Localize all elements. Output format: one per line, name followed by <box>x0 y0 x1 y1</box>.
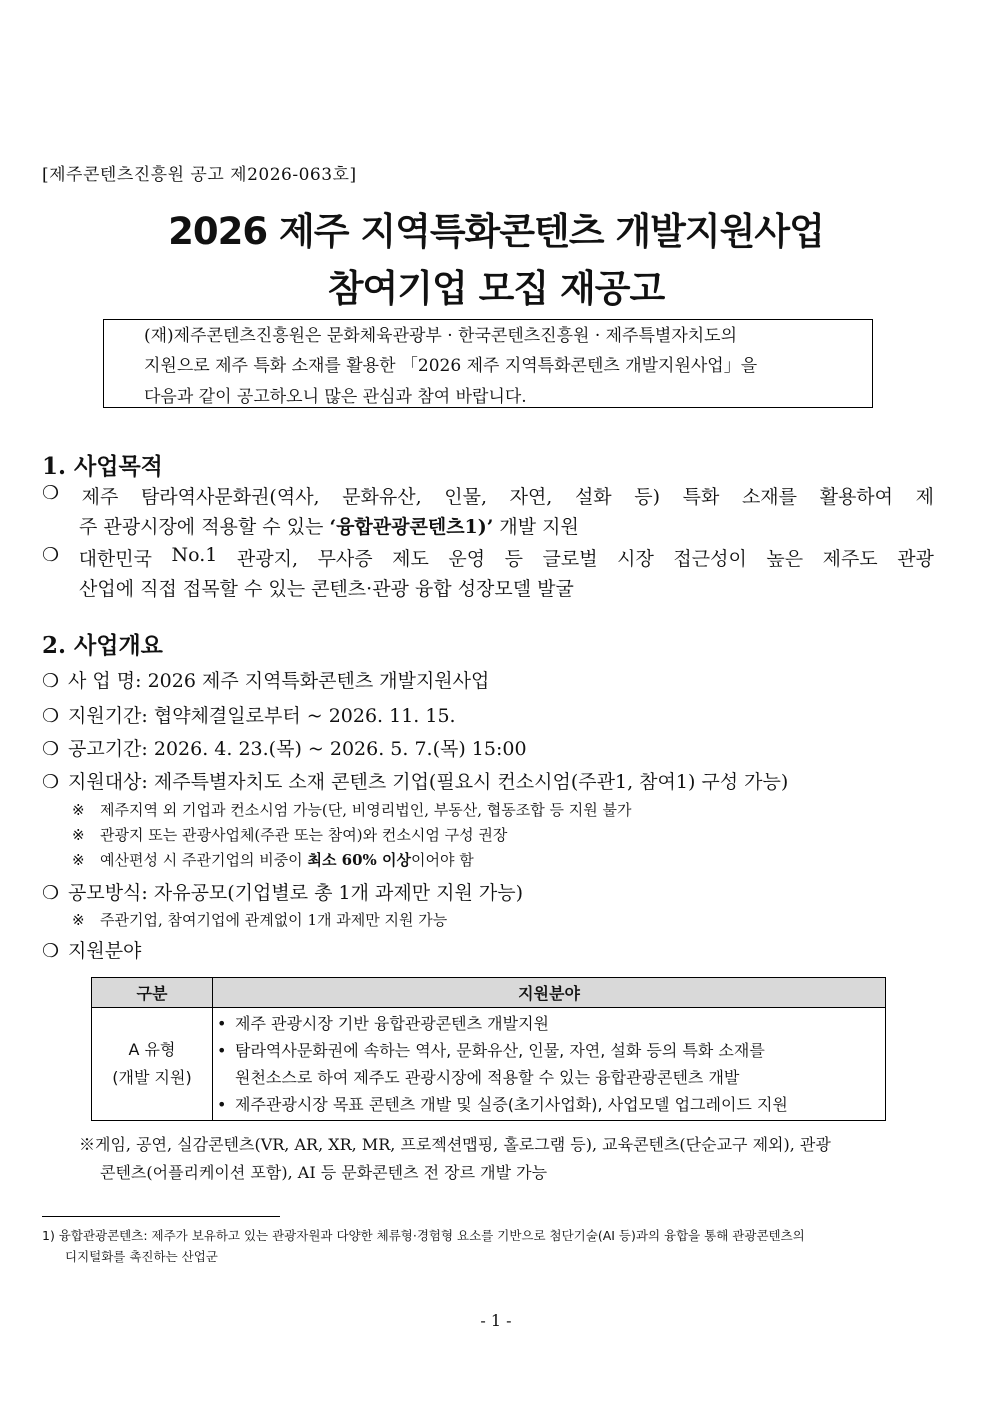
purpose-bullet-2-line2: 산업에 직접 접목할 수 있는 콘텐츠·관광 융합 성장모델 발굴 <box>79 578 574 600</box>
footnote-divider <box>42 1216 280 1217</box>
table-header-category: 구분 <box>92 978 213 1008</box>
field-item: • 탐라역사문화권에 속하는 역사, 문화유산, 인물, 자연, 설화 등의 특화 소재를 원천소스로 하여 제주도 관광시장에 적용할 수 있는 융합관광콘텐츠 개발 <box>217 1041 765 1087</box>
table-header-row <box>92 978 886 1008</box>
genre-note-line1: ※게임, 공연, 실감콘텐츠(VR, AR, XR, MR, 프로젝션맵핑, 홀로그램 등), 교육콘텐츠(단순교구 제외), 관광 <box>79 1135 831 1154</box>
overview-item-target: ❍ 지원대상: 제주특별자치도 소재 콘텐츠 기업(필요시 컨소시엄(주관1, 참여1) 구성 가능) <box>42 771 789 793</box>
support-field-table <box>91 977 886 1121</box>
target-note-3: ※ 예산편성 시 주관기업의 비중이 최소 60% 이상이어야 함 <box>72 851 474 869</box>
field-item: • 제주 관광시장 기반 융합관광콘텐츠 개발지원 <box>217 1014 550 1033</box>
overview-item-field: ❍ 지원분야 <box>42 940 142 962</box>
intro-line: (재)제주콘텐츠진흥원은 문화체육관광부 · 한국콘텐츠진흥원 · 제주특별자치도의 <box>144 326 738 346</box>
overview-item-notice-period: ❍ 공고기간: 2026. 4. 23.(목) ~ 2026. 5. 7.(목) 15:00 <box>42 738 527 760</box>
section1-heading: 1. 사업목적 <box>42 453 163 480</box>
table-row <box>92 1008 886 1121</box>
purpose-bullet-1-line1: ❍ 제주 탐라역사문화권(역사, 문화유산, 인물, 자연, 설화 등) 특화 소재를 활용하여 제 <box>42 482 934 508</box>
doc-title-line1: 2026 제주 지역특화콘텐츠 개발지원사업 <box>168 210 824 253</box>
type-cell <box>92 1008 213 1121</box>
field-item: • 제주관광시장 목표 콘텐츠 개발 및 실증(초기사업화), 사업모델 업그레이드 지원 <box>217 1095 788 1114</box>
intro-line: 다음과 같이 공고하오니 많은 관심과 참여 바랍니다. <box>144 387 527 407</box>
intro-box <box>103 319 873 408</box>
intro-line: 지원으로 제주 특화 소재를 활용한 「2026 제주 지역특화콘텐츠 개발지원사업」을 <box>144 356 758 376</box>
fields-cell <box>213 1008 886 1121</box>
footnote-line1: 1) 융합관광콘텐츠: 제주가 보유하고 있는 관광자원과 다양한 체류형·경험형 요소를 기반으로 첨단기술(AI 등)과의 융합을 통해 관광콘텐츠의 <box>42 1228 805 1243</box>
doc-title-line2: 참여기업 모집 재공고 <box>327 267 665 310</box>
section2-heading: 2. 사업개요 <box>42 632 163 659</box>
target-note-1: ※ 제주지역 외 기업과 컨소시엄 가능(단, 비영리법인, 부동산, 협동조합 등 지원 불가 <box>72 801 632 819</box>
target-note-2: ※ 관광지 또는 관광사업체(주관 또는 참여)와 컨소시엄 구성 권장 <box>72 826 508 844</box>
overview-item-name: ❍ 사 업 명: 2026 제주 지역특화콘텐츠 개발지원사업 <box>42 670 490 692</box>
genre-note-line2: 콘텐츠(어플리케이션 포함), AI 등 문화콘텐츠 전 장르 개발 가능 <box>100 1163 548 1182</box>
recruit-note: ※ 주관기업, 참여기업에 관계없이 1개 과제만 지원 가능 <box>72 911 448 929</box>
type-desc: (개발 지원) <box>112 1068 192 1087</box>
page-number: - 1 - <box>480 1311 512 1330</box>
purpose-bullet-1-line2: 주 관광시장에 적용할 수 있는 ‘융합관광콘텐츠1)’ 개발 지원 <box>79 516 579 538</box>
fusion-tourism-term: ‘융합관광콘텐츠1)’ <box>329 516 494 538</box>
notice-number: [제주콘텐츠진흥원 공고 제2026-063호] <box>42 165 357 185</box>
purpose-bullet-2-line1: ❍ 대한민국 No.1 관광지, 무사증 제도 운영 등 글로벌 시장 접근성이 높은 제주도 관광 <box>42 544 934 570</box>
type-name: A 유형 <box>128 1040 176 1059</box>
footnote-line2: 디지털화를 촉진하는 산업군 <box>65 1249 218 1264</box>
overview-item-period: ❍ 지원기간: 협약체결일로부터 ~ 2026. 11. 15. <box>42 705 456 727</box>
overview-item-recruit: ❍ 공모방식: 자유공모(기업별로 총 1개 과제만 지원 가능) <box>42 882 523 904</box>
table-header-field: 지원분야 <box>213 978 886 1008</box>
